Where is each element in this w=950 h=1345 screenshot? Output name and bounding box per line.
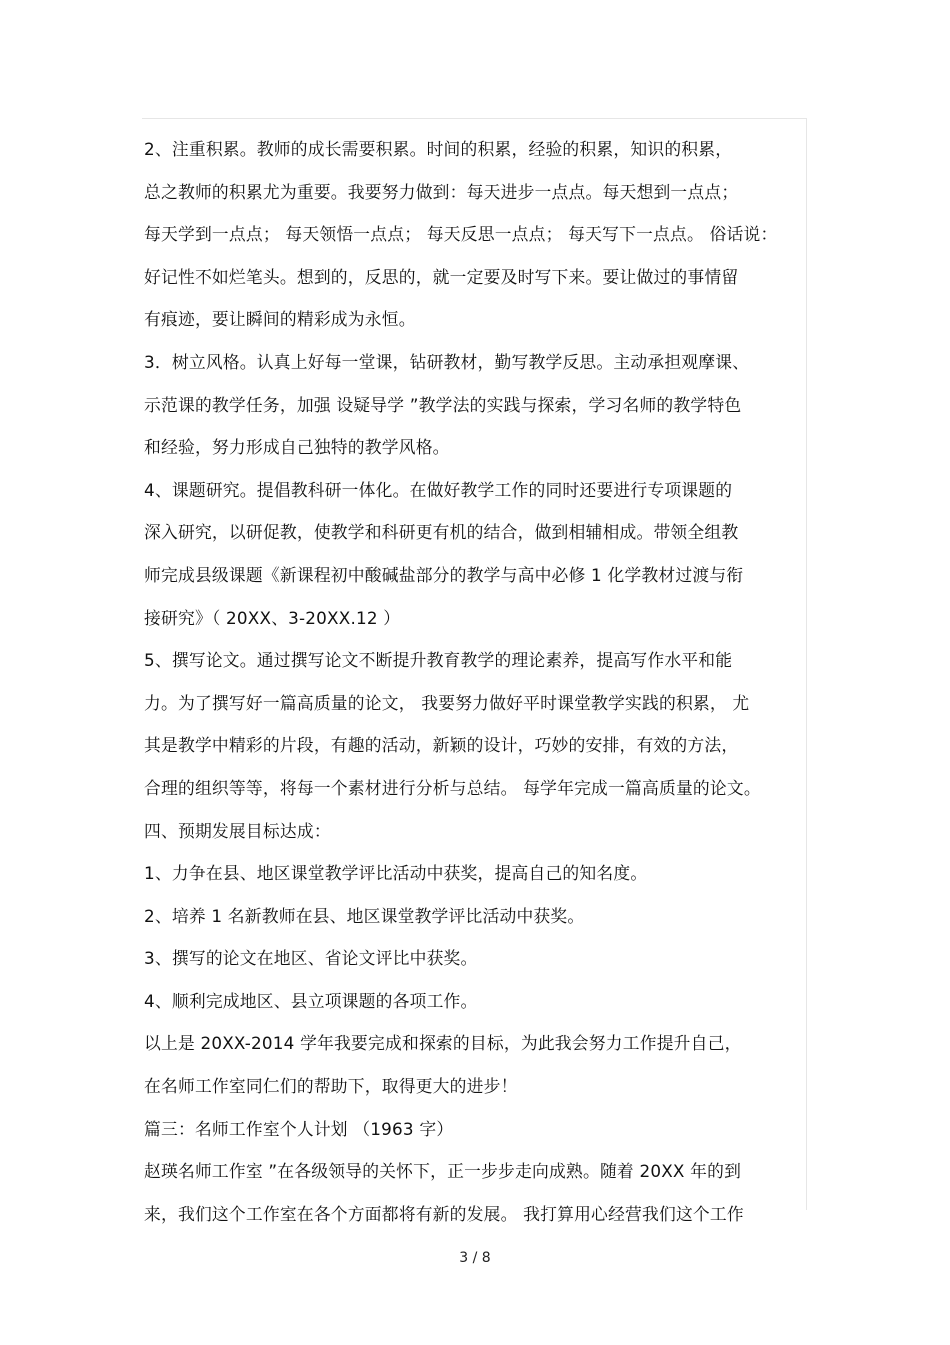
text-line: 好记性不如烂笔头。想到的，反思的，就一定要及时写下来。要让做过的事情留 xyxy=(144,266,739,287)
text-line: 5、撰写论文。通过撰写论文不断提升教育教学的理论素养，提高写作水平和能 xyxy=(144,650,733,671)
text-line: 合理的组织等等，将每一个素材进行分析与总结。 每学年完成一篇高质量的论文。 xyxy=(144,777,761,798)
text-line: 赵瑛名师工作室 ”在各级领导的关怀下，正一步步走向成熟。随着 20XX 年的到 xyxy=(144,1161,742,1182)
text-line: 在名师工作室同仁们的帮助下，取得更大的进步！ xyxy=(144,1076,518,1097)
text-line: 每天学到一点点； 每天领悟一点点； 每天反思一点点； 每天写下一点点。 俗话说： xyxy=(144,224,778,245)
page-number: 3 / 8 xyxy=(459,1250,491,1266)
text-line: 2、注重积累。教师的成长需要积累。时间的积累，经验的积累，知识的积累， xyxy=(144,139,733,159)
text-line: 总之教师的积累尤为重要。我要努力做到：每天进步一点点。每天想到一点点； xyxy=(144,181,739,202)
text-line: 接研究》（ 20XX、3-20XX.12 ） xyxy=(144,607,401,628)
text-line: 以上是 20XX-2014 学年我要完成和探索的目标，为此我会努力工作提升自己， xyxy=(144,1033,742,1054)
text-line: 力。为了撰写好一篇高质量的论文， 我要努力做好平时课堂教学实践的积累， 尤 xyxy=(144,692,750,713)
text-line: 3．树立风格。认真上好每一堂课，钻研教材，勤写教学反思。主动承担观摩课、 xyxy=(144,351,750,372)
section-heading: 四、预期发展目标达成： xyxy=(144,820,331,841)
text-line: 和经验，努力形成自己独特的教学风格。 xyxy=(144,437,450,458)
text-line: 4、顺利完成地区、县立项课题的各项工作。 xyxy=(144,990,478,1011)
text-line: 深入研究，以研促教，使教学和科研更有机的结合，做到相辅相成。带领全组教 xyxy=(144,522,739,543)
document-body xyxy=(144,128,809,1224)
text-line: 3、撰写的论文在地区、省论文评比中获奖。 xyxy=(144,948,478,969)
text-line: 4、课题研究。提倡教科研一体化。在做好教学工作的同时还要进行专项课题的 xyxy=(144,479,733,500)
text-line: 2、培养 1 名新教师在县、地区课堂教学评比活动中获奖。 xyxy=(144,905,585,926)
text-line: 来，我们这个工作室在各个方面都将有新的发展。 我打算用心经营我们这个工作 xyxy=(144,1203,744,1224)
text-line: 其是教学中精彩的片段，有趣的活动，新颖的设计，巧妙的安排，有效的方法， xyxy=(144,735,739,756)
text-line: 1、力争在县、地区课堂教学评比活动中获奖，提高自己的知名度。 xyxy=(144,863,648,884)
text-line: 示范课的教学任务，加强 设疑导学 ”教学法的实践与探索，学习名师的教学特色 xyxy=(144,394,742,415)
chapter-heading: 篇三：名师工作室个人计划 （1963 字） xyxy=(144,1118,454,1139)
text-line: 师完成县级课题《新课程初中酸碱盐部分的教学与高中必修 1 化学教材过渡与衔 xyxy=(144,564,744,585)
text-line: 有痕迹，要让瞬间的精彩成为永恒。 xyxy=(144,309,416,330)
